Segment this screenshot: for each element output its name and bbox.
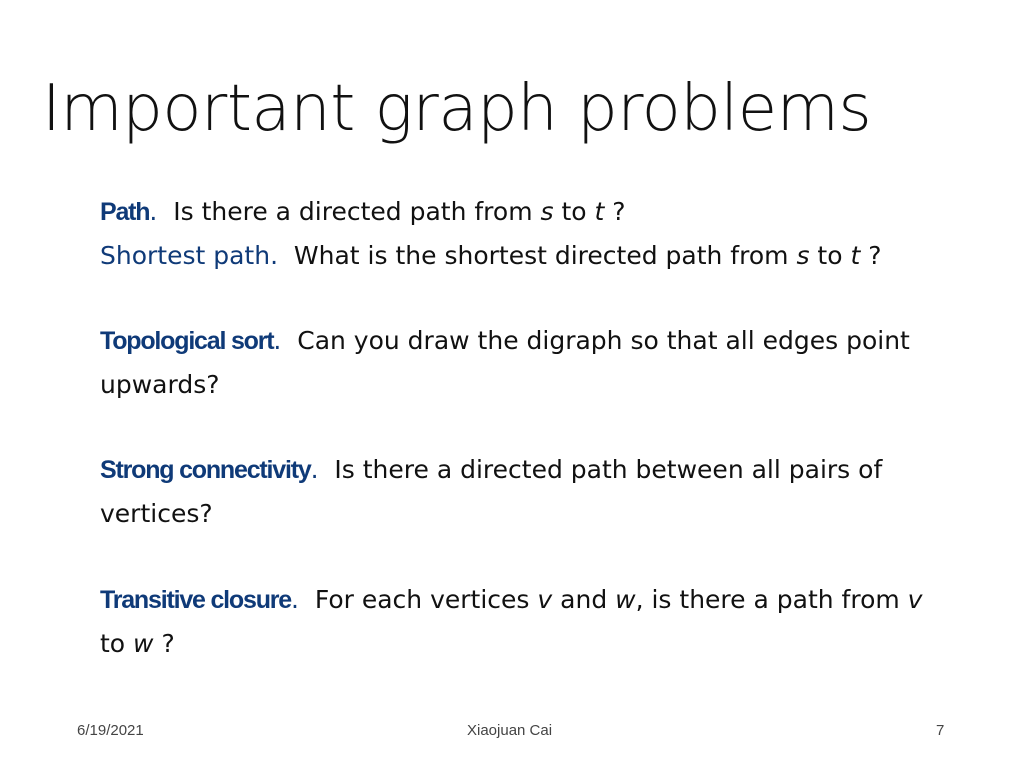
line-shortest-path [100, 234, 980, 278]
term-path: Path [100, 198, 150, 226]
footer-date: 6/19/2021 [77, 722, 144, 739]
footer-author: Xiaojuan Cai [467, 722, 553, 739]
term-shortest-path: Shortest path. [100, 241, 279, 270]
transitive-question-a: For each vertices [298, 585, 538, 614]
topological-question: Can you draw the digraph so that all edges point [281, 326, 910, 355]
var-t-2: t [850, 241, 861, 270]
var-w: w [615, 585, 636, 614]
term-path-dot: . [149, 197, 158, 226]
transitive-question-d: to [100, 629, 134, 658]
item-strong-connectivity [100, 448, 980, 536]
line-transitive-closure-cont [100, 622, 980, 666]
term-strong-connectivity: Strong connectivity [100, 456, 311, 484]
var-w-2: w [133, 629, 154, 658]
footer-page-number: 7 [936, 722, 945, 739]
path-question-c: ? [604, 197, 626, 226]
strong-question-cont: vertices? [100, 499, 213, 528]
term-transitive-closure: Transitive closure [100, 586, 291, 614]
path-question-a: Is there a directed path from [157, 197, 541, 226]
var-t: t [594, 197, 605, 226]
item-transitive-closure [100, 578, 980, 666]
item-path [100, 190, 980, 278]
term-strong-connectivity-dot: . [310, 455, 319, 484]
slide-title: Important graph problems [42, 72, 872, 146]
line-transitive-closure [100, 578, 980, 622]
term-topological-sort-dot: . [273, 326, 282, 355]
var-s-2: s [796, 241, 810, 270]
var-s: s [540, 197, 554, 226]
item-topological-sort [100, 319, 980, 407]
line-strong-connectivity [100, 448, 980, 492]
term-topological-sort: Topological sort [100, 327, 274, 355]
topological-question-cont: upwards? [100, 370, 220, 399]
term-transitive-closure-dot: . [291, 585, 299, 614]
strong-question: Is there a directed path between all pairs of [318, 455, 883, 484]
path-question-b: to [553, 197, 595, 226]
line-topological-sort [100, 319, 980, 363]
transitive-question-e: ? [153, 629, 175, 658]
transitive-question-b: and [552, 585, 616, 614]
shortest-question-a: What is the shortest directed path from [278, 241, 797, 270]
shortest-question-c: ? [860, 241, 882, 270]
var-v: v [537, 585, 553, 614]
shortest-question-b: to [809, 241, 851, 270]
var-v-2: v [907, 585, 923, 614]
line-path [100, 190, 980, 234]
transitive-question-c: , is there a path from [635, 585, 908, 614]
